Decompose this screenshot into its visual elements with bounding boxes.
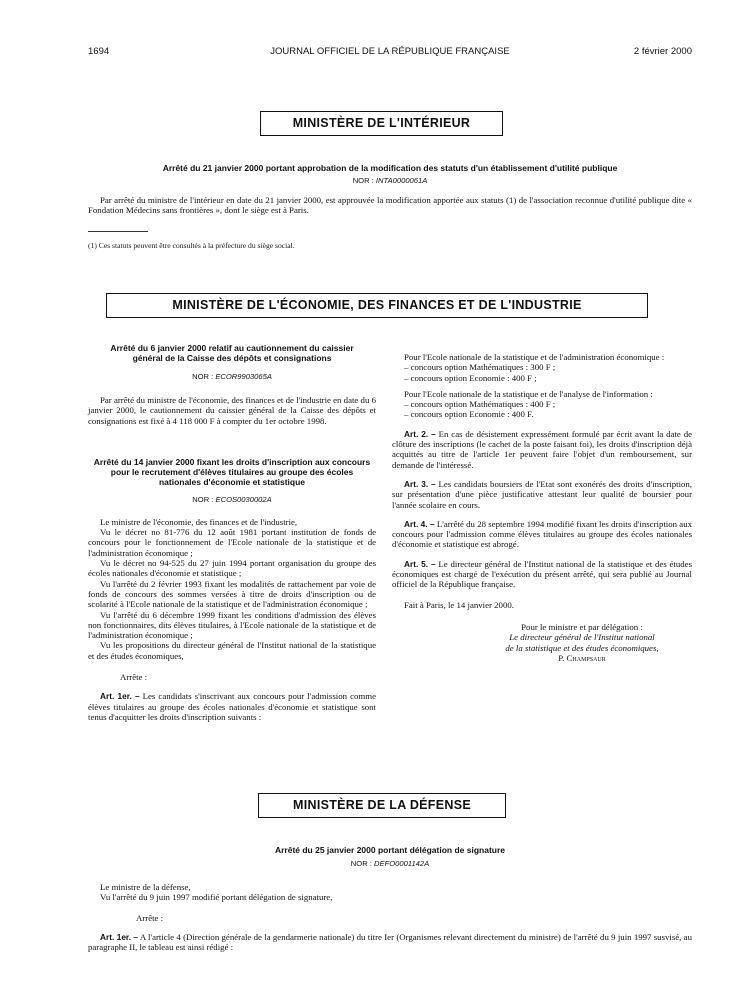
article-5 [392,559,692,590]
journal-title: JOURNAL OFFICIEL DE LA RÉPUBLIQUE FRANÇAISE [270,46,510,57]
preamble-minister: Le ministre de l'économie, des finances et de l'industrie, [100,516,298,527]
page-number: 1694 [88,46,110,57]
preamble-propositions: Vu les propositions du directeur général de l'Institut national de la statistique et des études économiques, [88,640,376,661]
ensae-heading: Pour l'Ecole nationale de la statistique et de l'administration économique : [404,352,665,362]
preamble-arrete-1999: Vu l'arrêté du 6 décembre 1999 fixant les conditions d'admission des élèves non fonctionnaires, dits élèves titulaires, à l'Ecole nationale de la statistique et de l'administration économique ; [88,609,376,641]
nor-cautionnement [88,372,376,381]
article-2-label: Art. 2. – [404,428,436,439]
nor-code: ECOS0030002A [215,494,272,504]
interior-decree-body: Par arrêté du ministre de l'intérieur en date du 21 janvier 2000, est approuvée la modification apportée aux statuts (1) de l'association reconnue d'utilité publique dite « Fondation Médecins sans frontières », dont le siège est à Paris. [88,195,692,216]
signature-title-1: Le directeur général de l'Institut national [509,632,655,643]
article-1-text: Les candidats s'inscrivant aux concours pour l'admission comme élèves titulaires au groupe des écoles nationales d'économie et statistique sont tenus d'acquitter les droits d'inscription suivants : [88,691,376,722]
ensae-fee-math: – concours option Mathématiques : 300 F ; [404,362,556,373]
ensae-fee-eco: – concours option Economie : 400 F ; [404,372,537,383]
defense-visa: Vu l'arrêté du 9 juin 1997 modifié portant délégation de signature, [100,892,333,903]
ministry-economy-title: MINISTÈRE DE L'ÉCONOMIE, DES FINANCES ET DE L'INDUSTRIE [106,293,648,318]
interior-decree-heading: Arrêté du 21 janvier 2000 portant approbation de la modification des statuts d'un établissement d'utilité publique [162,163,618,173]
done-at: Fait à Paris, le 14 janvier 2000. [404,599,514,610]
decree-heading-cautionnement: Arrêté du 6 janvier 2000 relatif au cautionnement du caissier général de la Caisse des dépôts et consignations [110,343,354,363]
signature-title-2: de la statistique et des études économiques, [505,642,659,653]
article-3 [392,479,692,510]
decree-body-cautionnement: Par arrêté du ministre de l'économie, des finances et de l'industrie en date du 6 janvier 2000, le cautionnement du caissier général de la Caisse des dépôts et consignations est fixé à 4 118 000 F à compter du 1er octobre 1998. [88,395,376,426]
preamble-decree-1981: Vu le décret no 81-776 du 12 août 1981 portant institution de fonds de concours pour le fonctionnement de l'Ecole nationale de la statistique et de l'administration économique ; [88,527,376,558]
decree-heading-droits: Arrêté du 14 janvier 2000 fixant les droits d'inscription aux concours pour le recrutement d'élèves titulaires au groupe des écoles nationales d'économie et statistique [93,456,371,487]
nor-droits [88,495,376,504]
article-2 [392,429,692,470]
signatory-name: P. Champsaur [558,652,606,663]
nor-code: INTA0000061A [375,176,428,185]
interior-nor [88,176,692,185]
ministry-defense-title: MINISTÈRE DE LA DÉFENSE [258,793,506,818]
nor-label: NOR : [192,372,214,381]
ensai-heading: Pour l'Ecole nationale de la statistique et de l'analyse de l'information : [404,388,653,399]
article-5-text: Le directeur général de l'Institut national de la statistique et des études économiques est chargé de l'exécution du présent arrêté, qui sera publié au Journal officiel de la République française. [392,558,693,590]
arrete-label: Arrête : [120,672,148,683]
article-4-text: L'arrêté du 28 septembre 1994 modifié fixant les droits d'inscription aux concours pour l'admission comme élèves titulaires au groupe des écoles nationales d'économie et statistique est abrogé. [392,518,693,550]
running-header [88,46,692,60]
footnote-rule [88,231,148,232]
nor-label: NOR : [192,494,214,504]
defense-nor [88,859,692,868]
signature-block [392,622,692,663]
ensai-fee-math: – concours option Mathématiques : 400 F ; [404,399,556,410]
economy-left-column [88,343,376,722]
preamble-decree-1994: Vu le décret no 94-525 du 27 juin 1994 portant organisation du groupe des écoles nationales d'économie et statistique ; [88,558,376,579]
ensai-fee-eco: – concours option Economie : 400 F. [404,409,534,420]
defense-minister: Le ministre de la défense, [100,882,191,892]
article-3-text: Les candidats boursiers de l'Etat sont exonérés des droits d'inscription, sur présentation d'une pièce justificative attestant leur qualité de boursier pour l'année scolaire en cours. [392,478,693,510]
ministry-interior-title: MINISTÈRE DE L'INTÉRIEUR [260,111,503,136]
preamble-arrete-1993: Vu l'arrêté du 2 février 1993 fixant les modalités de rattachement par voie de fonds de concours des sommes versées à titre de droits d'inscription ou de scolarité à l'Ecole nationale de la statistique et de l'administration économique ; [88,578,376,610]
article-1-label: Art. 1er. – [100,691,140,702]
defense-decree-heading: Arrêté du 25 janvier 2000 portant délégation de signature [274,845,506,855]
article-5-label: Art. 5. – [404,558,436,569]
nor-label: NOR : [350,859,372,868]
defense-article-1-text: A l'article 4 (Direction générale de la gendarmerie nationale) du titre Ier (Organismes relevant directement du ministre) de l'arrêté du 9 juin 1997 susvisé, au paragraphe II, le tableau est ainsi rédigé : [88,931,692,953]
interior-footnote: (1) Ces statuts peuvent être consultés à la préfecture du siège social. [88,241,295,250]
nor-label: NOR : [352,176,374,185]
nor-code: ECOR9903065A [215,372,272,381]
article-4 [392,519,692,550]
signature-delegation: Pour le ministre et par délégation : [521,621,643,632]
issue-date: 2 février 2000 [633,46,692,57]
defense-article-1-label: Art. 1er. – [100,931,139,942]
article-4-label: Art. 4. – [404,518,435,529]
article-1 [88,691,376,722]
defense-arrete-label: Arrête : [136,912,164,923]
defense-article-1 [88,932,692,953]
nor-code: DEFO0001142A [374,859,430,868]
article-2-text: En cas de désistement expressément formulé par écrit avant la date de clôture des inscriptions (le cachet de la poste faisant foi), les droits d'inscription déjà acquittés au titre de l'article 1er peuvent faire l'objet d'un remboursement, sur demande de l'intéressé. [392,428,692,470]
economy-right-column [392,346,692,663]
defense-body [88,882,692,952]
article-3-label: Art. 3. – [404,478,436,489]
